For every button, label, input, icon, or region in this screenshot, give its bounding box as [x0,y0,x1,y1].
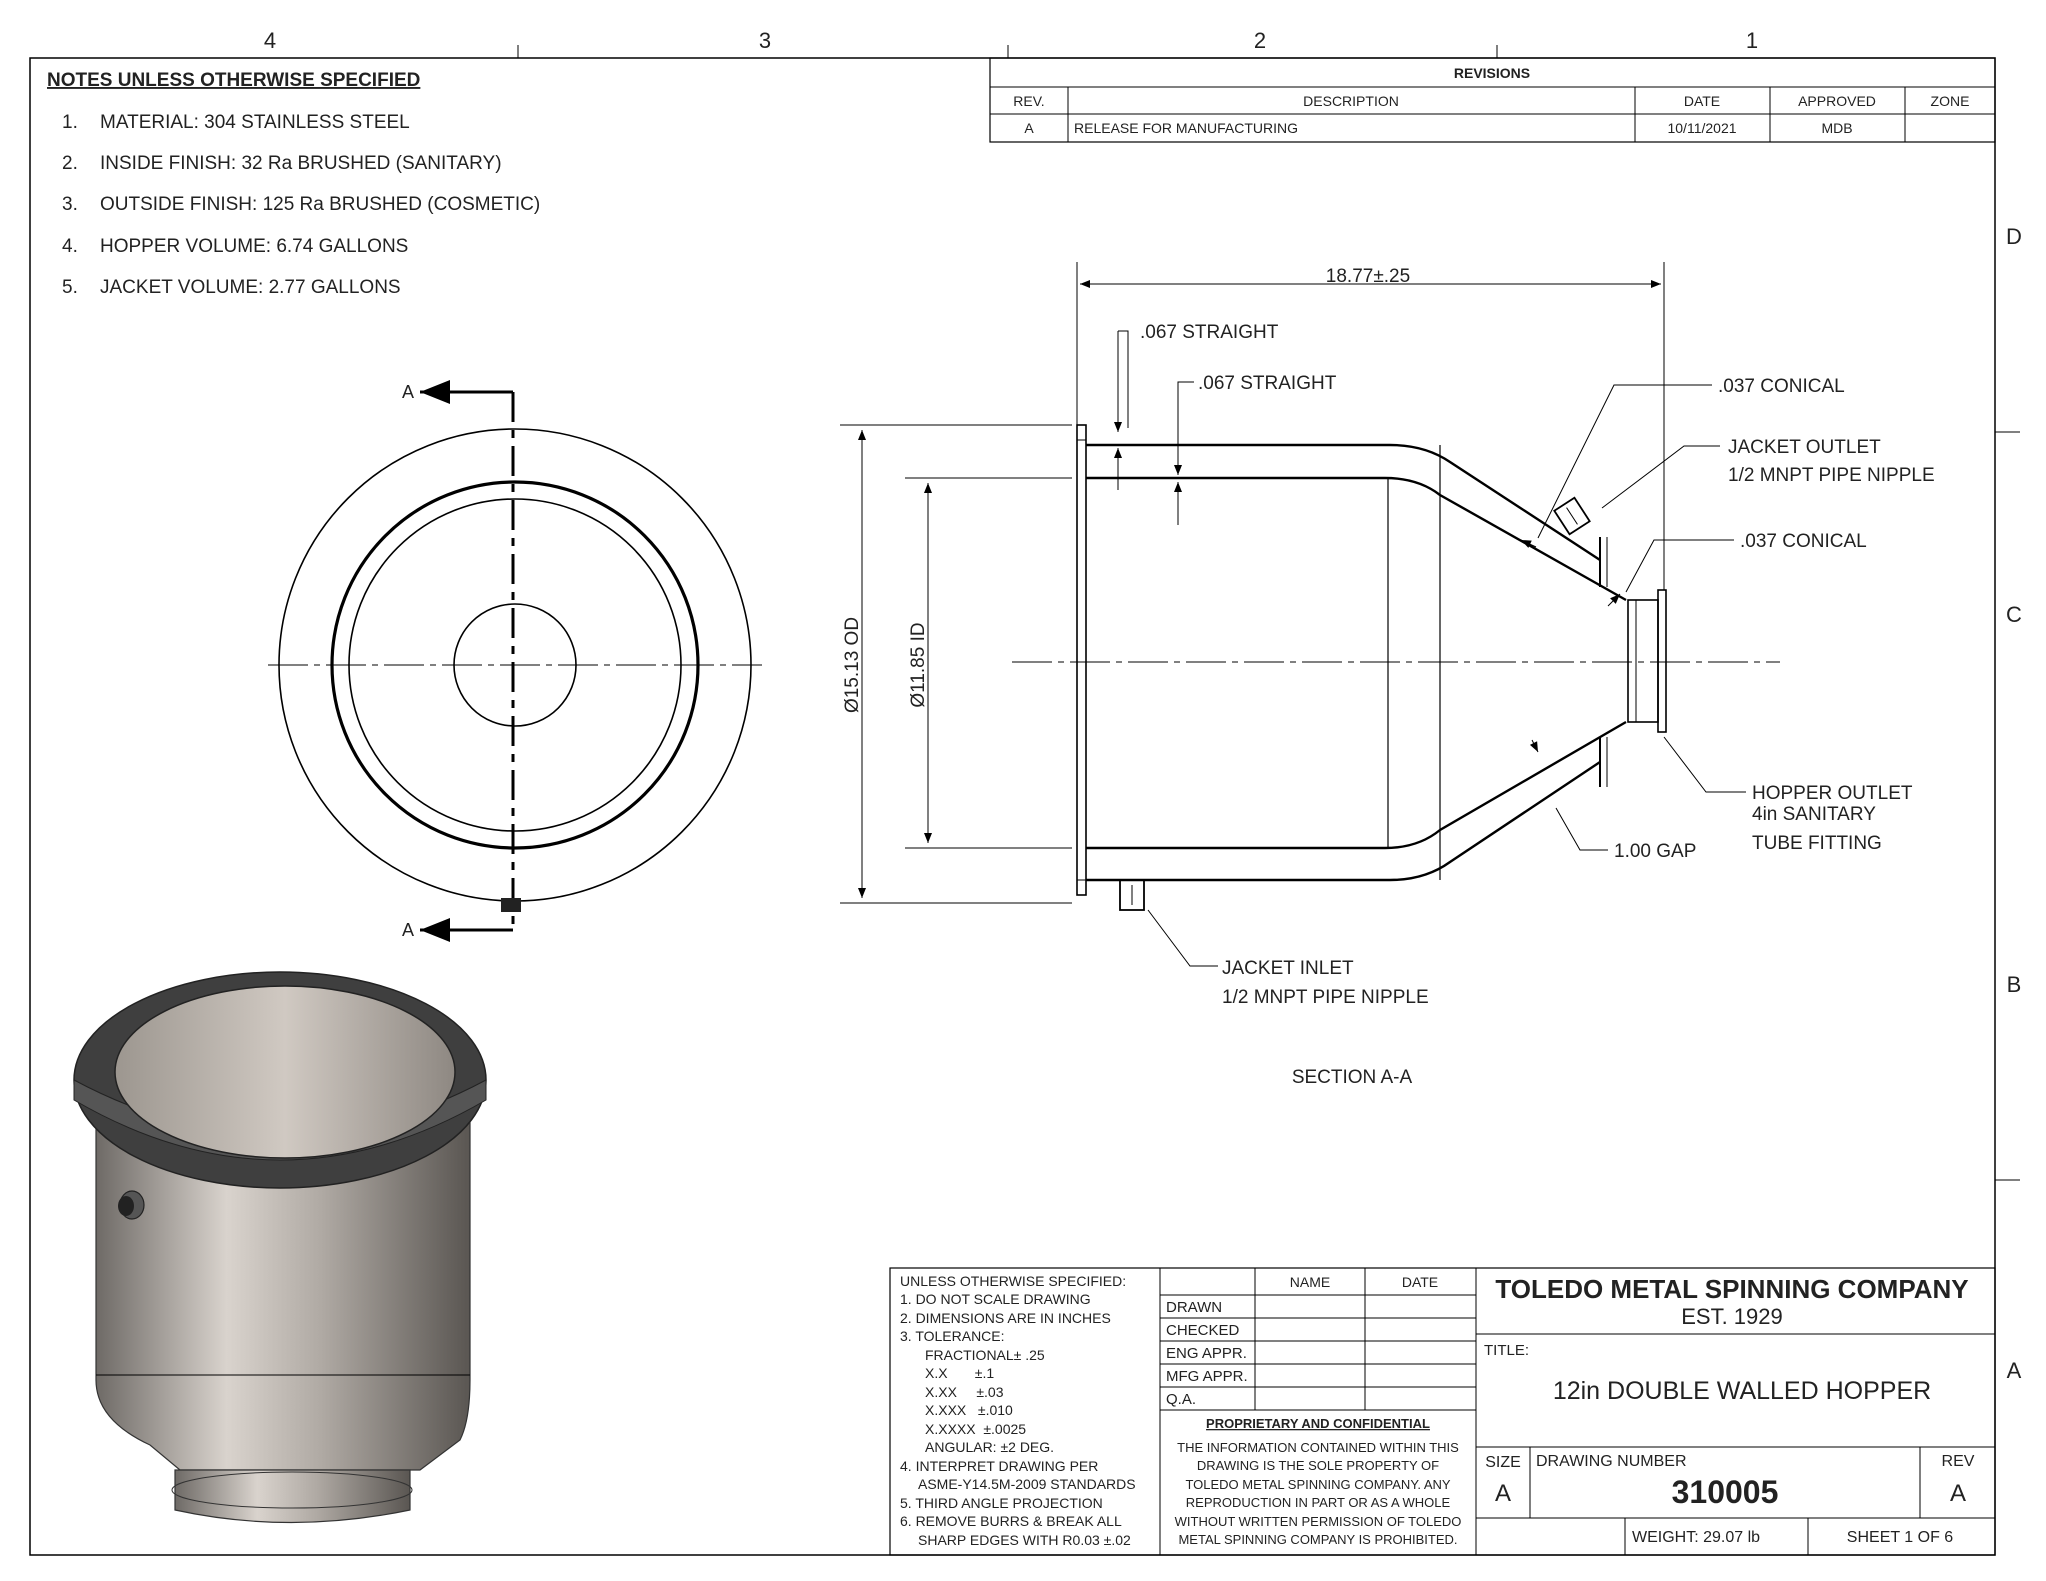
spec-line-4: FRACTIONAL± .25 [925,1347,1045,1363]
callout-jacket-inlet-1: JACKET INLET [1222,958,1354,979]
dim-conical-1: .037 CONICAL [1718,376,1845,397]
spec-line-7: X.XXX ±.010 [925,1402,1013,1418]
notes-title: NOTES UNLESS OTHERWISE SPECIFIED [47,70,421,91]
note-text-2: INSIDE FINISH: 32 Ra BRUSHED (SANITARY) [100,153,502,174]
rev-header-description: DESCRIPTION [1303,93,1399,109]
approvals-row-qa: Q.A. [1166,1391,1197,1408]
spec-line-5: X.X ±.1 [925,1365,995,1381]
approvals-row-checked: CHECKED [1166,1322,1240,1339]
rev-row-date: 10/11/2021 [1667,120,1737,136]
weight: WEIGHT: 29.07 lb [1632,1529,1761,1546]
section-label-bottom: A [401,920,415,940]
spec-line-13: 6. REMOVE BURRS & BREAK ALL [900,1513,1122,1529]
hopper-outlet-fitting [1628,600,1658,722]
top-flange [1077,425,1086,895]
proprietary-line-4: WITHOUT WRITTEN PERMISSION OF TOLEDO [1174,1514,1462,1529]
spec-line-3: 3. TOLERANCE: [900,1328,1005,1344]
inner-wall-upper [1086,478,1626,600]
zone-label-c: C [2006,602,2022,627]
note-num-3: 3. [62,194,78,215]
proprietary-line-5: METAL SPINNING COMPANY IS PROHIBITED. [1178,1532,1458,1547]
revisions-title: REVISIONS [1453,65,1531,81]
size-label: SIZE [1485,1454,1521,1471]
jacket-inlet-nipple [1120,880,1144,910]
callout-hopper-outlet-1: HOPPER OUTLET [1752,783,1913,804]
spec-line-14: SHARP EDGES WITH R0.03 ±.02 [918,1532,1131,1548]
outer-jacket-lower [1086,762,1600,880]
section-label-top: A [401,382,415,402]
dim-straight-1: .067 STRAIGHT [1140,322,1279,343]
rev-row-approved: MDB [1821,120,1853,136]
zone-label-3: 3 [758,28,772,53]
drawing-number-label: DRAWING NUMBER [1536,1453,1687,1470]
note-num-5: 5. [62,277,78,298]
proprietary-line-0: THE INFORMATION CONTAINED WITHIN THIS [1177,1440,1459,1455]
rev-row-rev: A [1024,120,1034,136]
inner-wall-lower [1086,722,1626,848]
title-label: TITLE: [1484,1342,1530,1359]
sheet-number: SHEET 1 OF 6 [1846,1529,1954,1546]
dim-od: Ø15.13 OD [842,616,863,714]
spec-line-6: X.XX ±.03 [925,1384,1004,1400]
spec-line-10: 4. INTERPRET DRAWING PER [900,1458,1099,1474]
dim-conical-2: .037 CONICAL [1740,531,1867,552]
proprietary-line-2: TOLEDO METAL SPINNING COMPANY. ANY [1185,1477,1451,1492]
spec-line-2: 2. DIMENSIONS ARE IN INCHES [900,1310,1111,1326]
note-num-1: 1. [62,112,78,133]
rev-header-approved: APPROVED [1798,93,1876,109]
zone-label-d: D [2006,224,2022,249]
section-view-title: SECTION A-A [1291,1067,1413,1088]
rev-header-date: DATE [1683,93,1721,109]
approvals-row-eng: ENG APPR. [1166,1345,1247,1362]
callout-hopper-outlet-2: 4in SANITARY [1752,804,1876,825]
top-view [268,382,762,940]
notes-block [47,70,540,298]
spec-line-9: ANGULAR: ±2 DEG. [925,1439,1055,1455]
proprietary-title: PROPRIETARY AND CONFIDENTIAL [1206,1416,1430,1431]
spec-line-0: UNLESS OTHERWISE SPECIFIED: [900,1273,1127,1289]
iso-outlet [175,1470,410,1523]
callout-jacket-inlet-2: 1/2 MNPT PIPE NIPPLE [1222,987,1429,1008]
zone-label-4: 4 [263,28,277,53]
note-text-4: HOPPER VOLUME: 6.74 GALLONS [100,236,409,257]
rev-label: REV [1941,1453,1975,1470]
dim-overall-length: 18.77±.25 [1325,266,1411,287]
jacket-outlet-nipple [1554,498,1589,535]
note-text-5: JACKET VOLUME: 2.77 GALLONS [100,277,401,298]
approvals-row-mfg: MFG APPR. [1166,1368,1248,1385]
dim-id: Ø11.85 ID [908,622,929,708]
rev-header-zone: ZONE [1930,93,1970,109]
drawing-title: 12in DOUBLE WALLED HOPPER [1552,1377,1932,1405]
note-text-1: MATERIAL: 304 STAINLESS STEEL [100,112,410,133]
spec-line-11: ASME-Y14.5M-2009 STANDARDS [918,1476,1136,1492]
proprietary-line-1: DRAWING IS THE SOLE PROPERTY OF [1196,1458,1440,1473]
spec-line-12: 5. THIRD ANGLE PROJECTION [900,1495,1103,1511]
drawing-number: 310005 [1671,1474,1779,1510]
size-value: A [1494,1480,1512,1507]
zone-label-2: 2 [1253,28,1267,53]
approvals-name-header: NAME [1289,1274,1331,1290]
title-block [890,1268,1995,1555]
rev-header-rev: REV. [1013,93,1045,109]
rev-value: A [1949,1480,1967,1507]
dim-straight-2: .067 STRAIGHT [1198,373,1337,394]
company-established: EST. 1929 [1681,1304,1783,1329]
note-num-2: 2. [62,153,78,174]
spec-line-8: X.XXXX ±.0025 [925,1421,1027,1437]
isometric-view [74,972,486,1523]
callout-jacket-outlet-1: JACKET OUTLET [1728,437,1881,458]
iso-flange-inner [115,986,455,1158]
company-name: TOLEDO METAL SPINNING COMPANY [1495,1274,1969,1304]
approvals-date-header: DATE [1401,1274,1439,1290]
rev-row-description: RELEASE FOR MANUFACTURING [1074,120,1299,136]
zone-label-a: A [2006,1358,2022,1383]
spec-line-1: 1. DO NOT SCALE DRAWING [900,1291,1091,1307]
zone-markers-right [1995,224,2022,1383]
callout-jacket-outlet-2: 1/2 MNPT PIPE NIPPLE [1728,465,1935,486]
approvals-row-drawn: DRAWN [1166,1299,1223,1316]
note-text-3: OUTSIDE FINISH: 125 Ra BRUSHED (COSMETIC) [100,194,541,215]
zone-markers-top [264,28,1758,58]
callout-hopper-outlet-3: TUBE FITTING [1752,833,1882,854]
note-num-4: 4. [62,236,78,257]
section-view [840,262,1935,1088]
jacket-inlet-stub [501,898,521,912]
proprietary-line-3: REPRODUCTION IN PART OR AS A WHOLE [1185,1495,1451,1510]
dim-gap: 1.00 GAP [1614,841,1697,862]
zone-label-b: B [2006,972,2022,997]
revisions-table [990,58,1995,142]
zone-label-1: 1 [1745,28,1759,53]
